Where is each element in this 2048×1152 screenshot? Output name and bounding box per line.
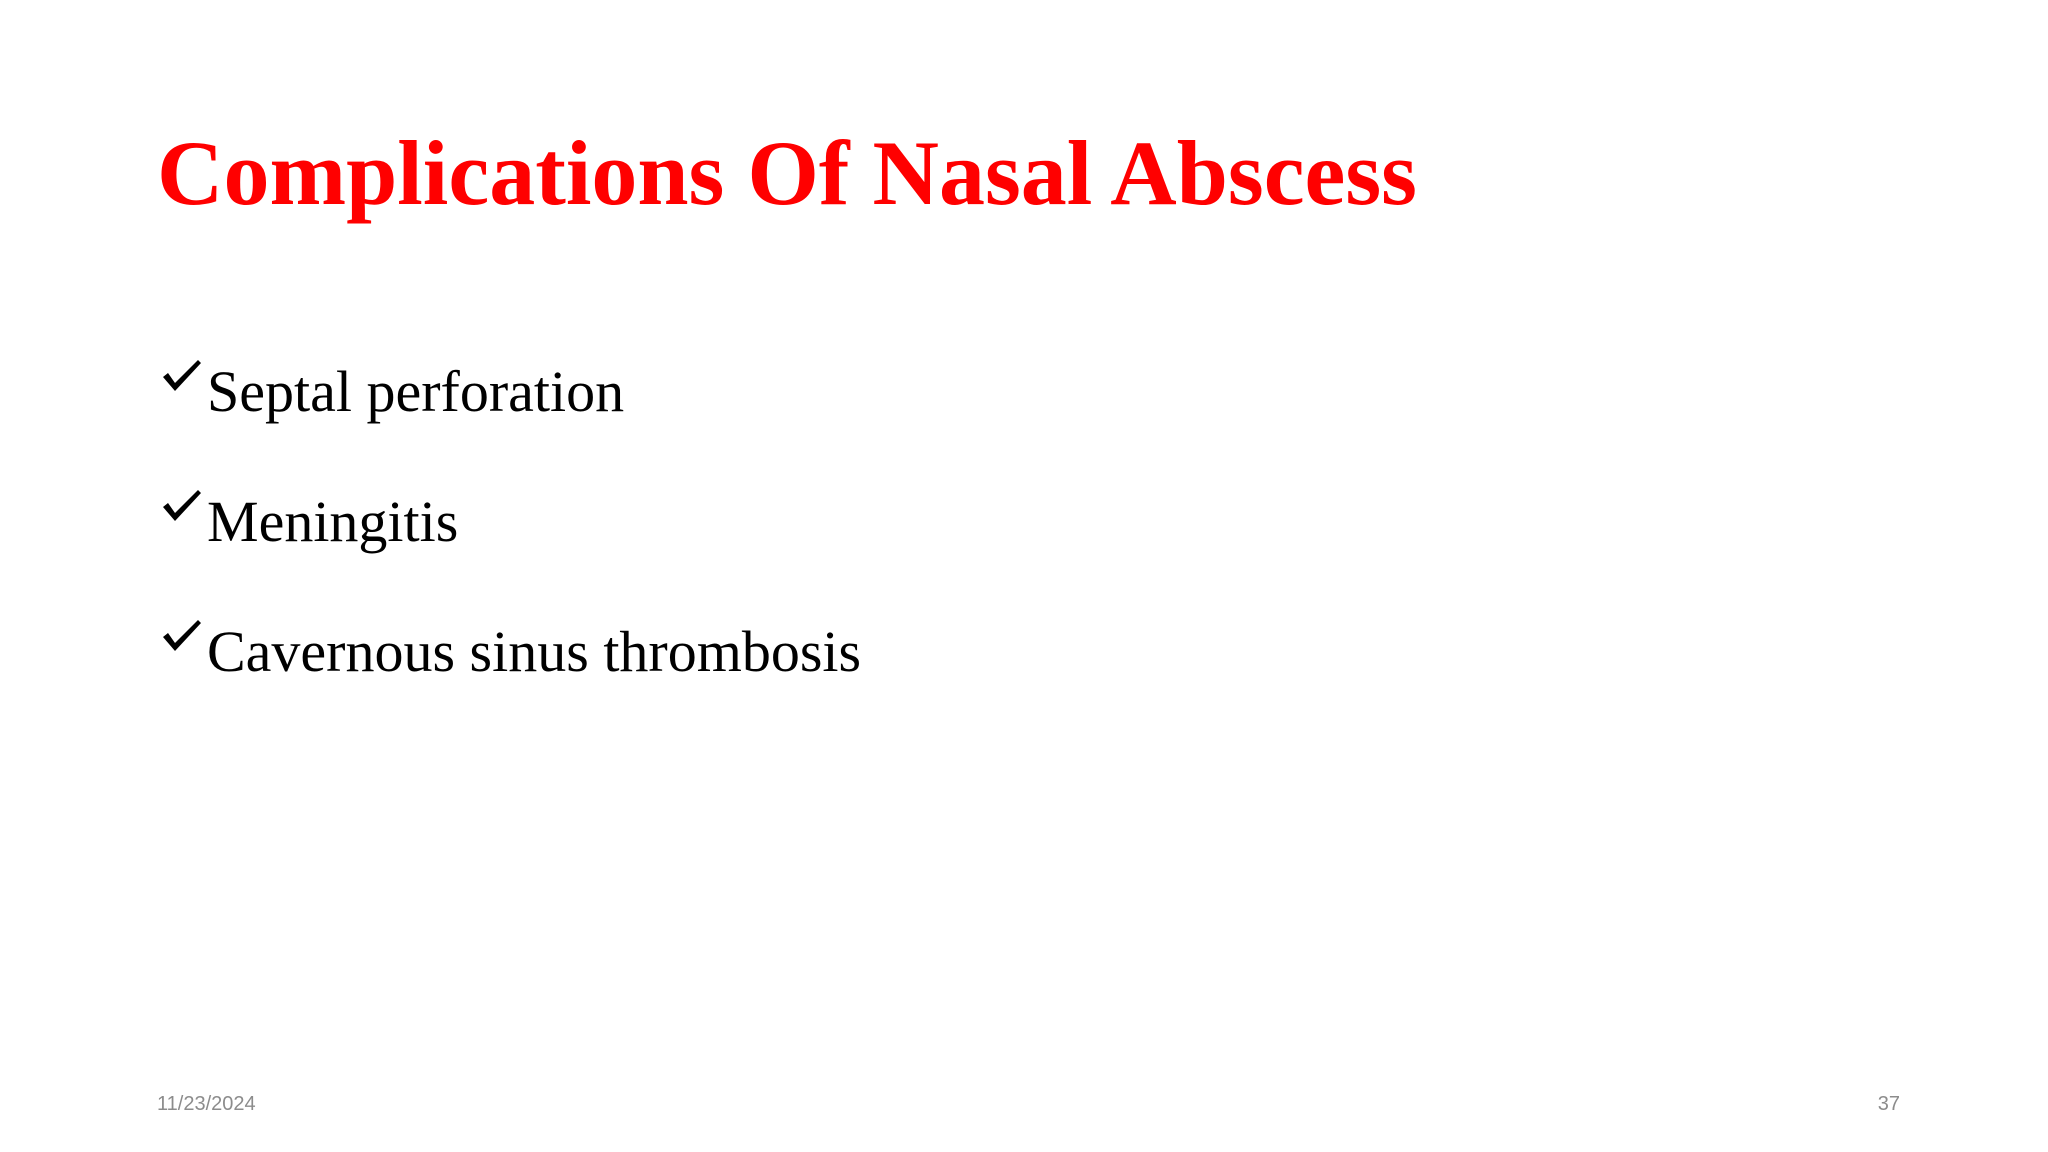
checkmark-icon xyxy=(160,486,204,526)
bullet-text: Meningitis xyxy=(207,489,459,554)
bullet-text: Cavernous sinus thrombosis xyxy=(207,619,862,684)
slide-title: Complications Of Nasal Abscess xyxy=(157,122,1417,224)
list-item xyxy=(160,354,861,484)
bullet-text: Septal perforation xyxy=(207,359,625,424)
page-number: 37 xyxy=(1877,1093,1900,1115)
footer-date: 11/23/2024 xyxy=(157,1093,256,1115)
list-item xyxy=(160,484,861,614)
checkmark-icon xyxy=(160,356,204,396)
bullet-list xyxy=(160,354,861,744)
list-item xyxy=(160,614,861,744)
checkmark-icon xyxy=(160,616,204,656)
